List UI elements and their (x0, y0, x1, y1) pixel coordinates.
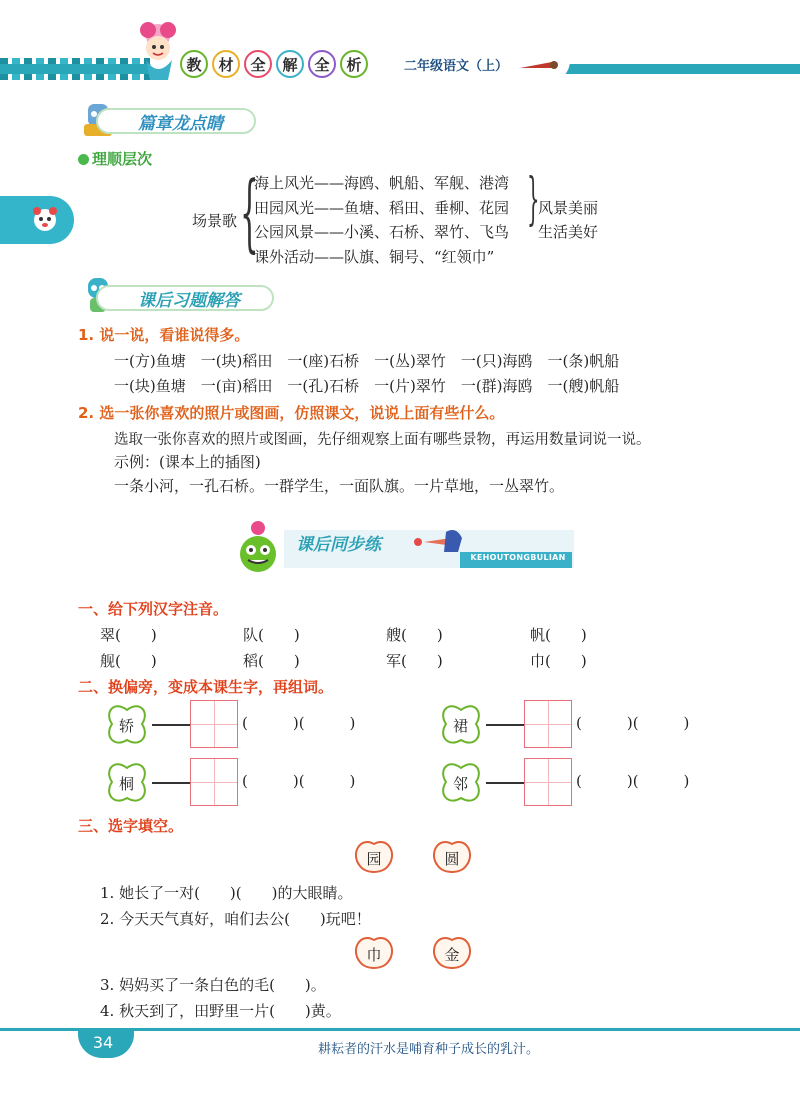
subtitle (78, 148, 152, 169)
radical-char: 邻 (453, 775, 469, 793)
grade-label: 二年级语文（上） (404, 59, 509, 74)
part1-title: 一、给下列汉字注音。 (78, 600, 229, 618)
radical-char: 轿 (119, 717, 135, 735)
header-title-char: 全 (308, 50, 336, 78)
pinyin-item: 稻( ) (243, 652, 300, 670)
answer-row: 一(方)鱼塘 一(块)稻田 一(座)石桥 一(丛)翠竹 一(只)海鸥 一(条)帆船 (114, 352, 620, 370)
structure-row: 课外活动——队旗、铜号、“红领巾” (254, 248, 495, 266)
bullet-dot-icon (78, 154, 89, 165)
fill-sentence[interactable]: 1. 她长了一对( )( )的大眼睛。 (100, 884, 353, 902)
pencil-icon (520, 58, 560, 72)
structure-result: 风景美丽 (538, 199, 599, 217)
header-title-char: 析 (340, 50, 368, 78)
part3-title: 三、选字填空。 (78, 817, 184, 835)
writing-grid-box[interactable] (524, 758, 572, 806)
pinyin-item: 帆( ) (530, 626, 587, 644)
word-blank[interactable]: ( )( ) (576, 772, 690, 790)
section-title-exercises (96, 285, 274, 311)
choice-char: 金 (444, 946, 460, 964)
subtitle-text: 理顺层次 (92, 150, 153, 168)
arrow-line (486, 782, 524, 784)
pinyin-item: 军( ) (386, 652, 443, 670)
answer-row: 一(块)鱼塘 一(亩)稻田 一(孔)石桥 一(片)翠竹 一(群)海鸥 一(艘)帆船 (114, 377, 620, 395)
cartoon-girl-icon (128, 18, 184, 82)
writing-grid-box[interactable] (190, 758, 238, 806)
arrow-line (152, 782, 190, 784)
structure-result: 生活美好 (538, 223, 599, 241)
header-title-char: 解 (276, 50, 304, 78)
structure-row: 田园风光——鱼塘、稻田、垂柳、花园 (254, 199, 510, 217)
answer-line: 示例：(课本上的插图) (114, 453, 261, 471)
choice-char: 圆 (444, 850, 460, 868)
choice-char: 园 (366, 850, 382, 868)
pinyin-item: 翠( ) (100, 626, 157, 644)
panda-icon (30, 204, 60, 234)
banner-pinyin: KEHOUTONGBULIAN (470, 553, 566, 562)
pinyin-item: 队( ) (243, 626, 300, 644)
arrow-line (486, 724, 524, 726)
radical-char: 裙 (453, 717, 469, 735)
choice-char: 巾 (366, 946, 382, 964)
page-number: 34 (92, 1033, 114, 1052)
arrow-line (152, 724, 190, 726)
answer-line: 一条小河，一孔石桥。一群学生，一面队旗。一片草地，一丛翠竹。 (114, 477, 565, 495)
word-blank[interactable]: ( )( ) (242, 772, 356, 790)
question-2: 2. 选一张你喜欢的照片或图画，仿照课文，说说上面有些什么。 (78, 404, 505, 422)
word-blank[interactable]: ( )( ) (576, 714, 690, 732)
section-title-text: 篇章龙点睛 (138, 113, 223, 134)
section-title-text: 课后习题解答 (138, 290, 240, 311)
practice-banner (236, 518, 576, 576)
pinyin-item: 艘( ) (386, 626, 443, 644)
writing-grid-box[interactable] (190, 700, 238, 748)
banner-title: 课后同步练 (296, 535, 381, 555)
pinyin-item: 舰( ) (100, 652, 157, 670)
header-title-char: 材 (212, 50, 240, 78)
word-blank[interactable]: ( )( ) (242, 714, 356, 732)
right-brace: } (527, 167, 540, 232)
question-1: 1. 说一说，看谁说得多。 (78, 326, 250, 344)
fill-sentence[interactable]: 3. 妈妈买了一条白色的毛( )。 (100, 976, 326, 994)
structure-row: 公园风景——小溪、石桥、翠竹、飞鸟 (254, 223, 510, 241)
part2-title: 二、换偏旁，变成本课生字，再组词。 (78, 678, 334, 696)
answer-line: 选取一张你喜欢的照片或图画，先仔细观察上面有哪些景物，再运用数量词说一说。 (114, 432, 651, 448)
pinyin-item: 巾( ) (530, 652, 587, 670)
fill-sentence[interactable]: 2. 今天天气真好，咱们去公( )玩吧！ (100, 910, 371, 928)
writing-grid-box[interactable] (524, 700, 572, 748)
structure-root: 场景歌 (192, 212, 238, 230)
fill-sentence[interactable]: 4. 秋天到了，田野里一片( )黄。 (100, 1002, 341, 1020)
left-brace: { (240, 163, 259, 261)
header-title-char: 全 (244, 50, 272, 78)
footer-motto: 耕耘者的汗水是哺育种子成长的乳汁。 (318, 1042, 540, 1057)
header-title-char: 教 (180, 50, 208, 78)
section-title-chapter (96, 108, 256, 134)
structure-row: 海上风光——海鸥、帆船、军舰、港湾 (254, 174, 510, 192)
radical-char: 桐 (119, 775, 135, 793)
